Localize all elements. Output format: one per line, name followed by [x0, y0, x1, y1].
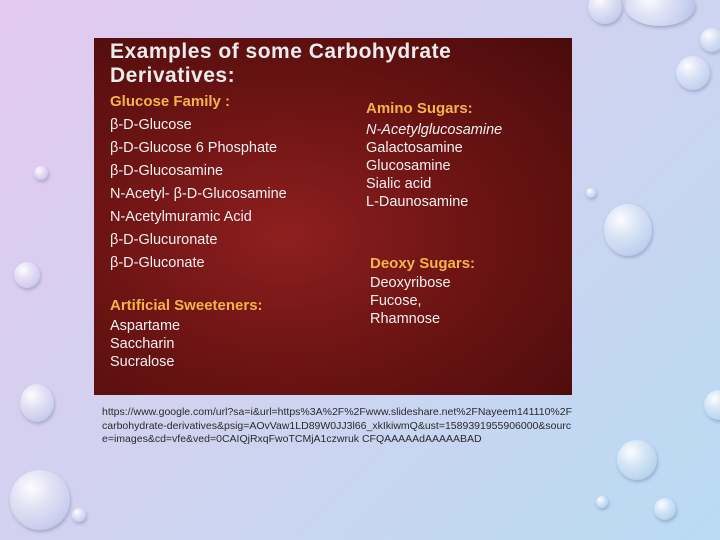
list-item: β-D-Glucose	[110, 117, 192, 133]
list-item: L-Daunosamine	[366, 194, 469, 210]
water-drop-decoration	[654, 498, 676, 520]
water-drop-decoration	[604, 204, 652, 256]
water-drop-decoration	[617, 440, 657, 480]
list-item: Sucralose	[110, 354, 175, 370]
list-item: Glucosamine	[366, 158, 451, 174]
water-drop-decoration	[700, 28, 720, 52]
water-drop-decoration	[586, 188, 596, 198]
list-item: N-Acetylmuramic Acid	[110, 209, 252, 225]
artificial-sweeteners-list	[110, 317, 180, 371]
deoxy-sugars-list	[370, 274, 451, 328]
glucose-family-list	[110, 114, 287, 275]
list-item: Saccharin	[110, 336, 175, 352]
list-item: Rhamnose	[370, 311, 441, 327]
list-item: β-D-Gluconate	[110, 255, 205, 271]
list-item: β-D-Glucuronate	[110, 232, 218, 248]
list-item: N-Acetyl- β-D-Glucosamine	[110, 186, 287, 202]
water-drop-decoration	[20, 384, 54, 422]
water-drop-decoration	[72, 508, 86, 522]
list-item: Deoxyribose	[370, 275, 451, 291]
slide-title: Examples of some Carbohydrate Derivatives:	[110, 40, 452, 87]
list-item: β-D-Glucose 6 Phosphate	[110, 140, 278, 156]
slide-image	[94, 38, 572, 395]
water-drop-decoration	[704, 390, 720, 420]
list-item: Aspartame	[110, 318, 181, 334]
water-drop-decoration	[34, 166, 48, 180]
water-drop-decoration	[625, 0, 695, 26]
list-item: Galactosamine	[366, 140, 463, 156]
list-item: β-D-Glucosamine	[110, 163, 224, 179]
glucose-family-heading: Glucose Family :	[110, 93, 231, 110]
list-item: N-Acetylglucosamine	[366, 122, 503, 138]
water-drop-decoration	[588, 0, 622, 24]
deoxy-sugars-heading: Deoxy Sugars:	[370, 255, 476, 272]
water-drop-decoration	[14, 262, 40, 288]
list-item: Fucose,	[370, 293, 422, 309]
water-drop-decoration	[10, 470, 70, 530]
list-item: Sialic acid	[366, 176, 432, 192]
water-drop-decoration	[676, 56, 710, 90]
water-drop-decoration	[596, 496, 608, 508]
amino-sugars-heading: Amino Sugars:	[366, 100, 473, 117]
amino-sugars-list	[366, 121, 502, 211]
artificial-sweeteners-heading: Artificial Sweeteners:	[110, 297, 263, 314]
source-url-text: https://www.google.com/url?sa=i&url=https%3A%2F%2Fwww.slideshare.net%2FNayeem141110%2Fcarbohydrate-derivatives&psig=AOvVaw1LD89W0JJ3l66_xkIkiwmQ&ust=1589391955906000&source=images&cd=vfe&ved=0CAIQjRxqFwoTCMjA1czwruk CFQAAAAAdAAAAABAD	[102, 406, 573, 445]
